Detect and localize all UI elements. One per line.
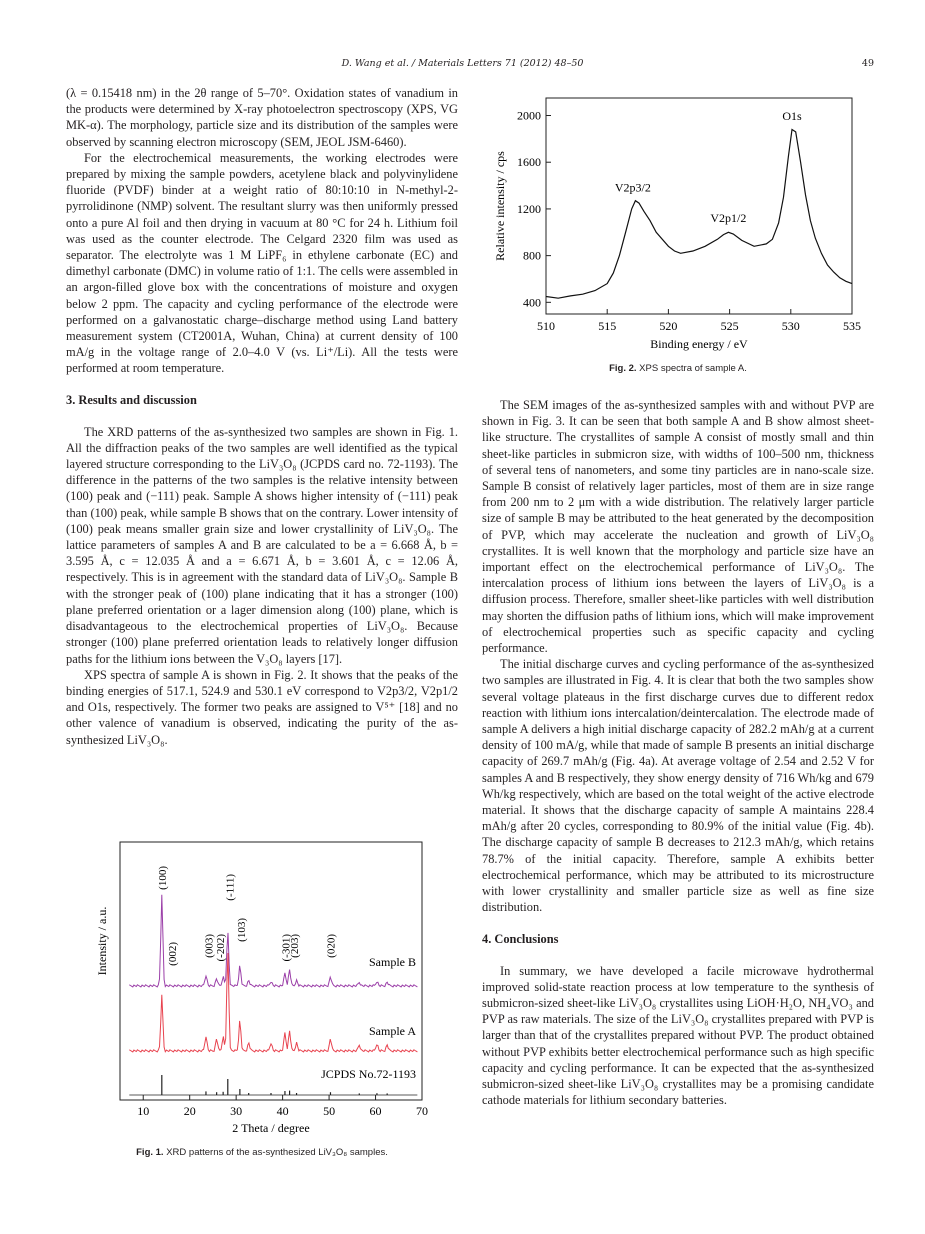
xrd-x-tick-label: 60 bbox=[369, 1104, 382, 1118]
xrd-peak-label: (020) bbox=[325, 934, 338, 958]
xps-series-line bbox=[546, 130, 852, 299]
xps-x-tick-label: 530 bbox=[781, 319, 800, 333]
paragraph-electrochem-setup: For the electrochemical measurements, the working electrodes were prepared by mixing the sample powders, acetylene black and polyvinylidene fluoride (PVDF) binder at a weight ratio of 80:10:10 in N-methyl-2-pyrrolidinone (NMP) solvent. The resultant slurry was then uniformly pressed onto a pure Al foil and then drying in vacuum at 80 °C for 24 h. Lithium foil was used as the counter electrode. The Celgard 2320 film was used as separator. The electrolyte was 1 M LiPF₆ in ethylene carbonate (EC) and dimethyl carbonate (DMC) in volume ratio of 1:1. The cells were assembled in an argon-filled glove box with the concentrations of moisture and oxygen below 2 ppm. The capacity and cycling performance of the electrode were performed on a galvanostatic charge–discharge method using Land battery measurement system (CT2001A, Wuhan, China) at current density of 100 mA/g in the voltage range of 2.0–4.0 V (vs. Li⁺/Li). All the tests were performed at room temperature. bbox=[66, 150, 458, 376]
xrd-x-tick-label: 50 bbox=[323, 1104, 336, 1118]
xps-peak-label: O1s bbox=[782, 109, 802, 124]
xrd-peak-label: (100) bbox=[156, 866, 169, 890]
left-column bbox=[66, 85, 458, 748]
figure-2-xps-chart bbox=[490, 92, 870, 354]
figure-1-caption bbox=[66, 1147, 458, 1158]
figure-1-caption-text: XRD patterns of the as-synthesized LiV₃O₈ samples. bbox=[166, 1147, 388, 1158]
figure-2-caption bbox=[482, 363, 874, 374]
paragraph-xps-results: XPS spectra of sample A is shown in Fig. 2. It shows that the peaks of the binding energies of 517.1, 524.9 and 530.1 eV correspond to V2p3/2, V2p1/2 and O1s, respectively. The former two peaks are assigned to V⁵⁺ [18] and no other valence of vanadium is observed, indicating the purity of the as-synthesized LiV₃O₈. bbox=[66, 667, 458, 747]
section-4-heading: 4. Conclusions bbox=[482, 931, 559, 946]
running-title: D. Wang et al. / Materials Letters 71 (2012) 48–50 bbox=[341, 58, 584, 69]
right-column bbox=[482, 397, 874, 1108]
xps-x-axis-label: Binding energy / eV bbox=[650, 337, 748, 351]
section-3-heading: 3. Results and discussion bbox=[66, 392, 197, 407]
xrd-x-tick-label: 30 bbox=[230, 1104, 243, 1118]
xps-x-tick-label: 520 bbox=[659, 319, 678, 333]
xps-y-axis-label: Relative intensity / cps bbox=[493, 151, 507, 261]
paragraph-discharge-results: The initial discharge curves and cycling performance of the as-synthesized two samples are illustrated in Fig. 4. It is clear that both the two samples show several voltage plateaus in the first discharge curves due to different redox reaction with lithium ions intercalation/deintercalation. The electrode made of sample A delivers a high initial discharge capacity of 282.2 mAh/g at a current density of 100 mA/g, while that made of sample B presents an initial discharge capacity of 269.7 mAh/g (Fig. 4a). At average voltage of 2.54 and 2.52 V for samples A and B respectively, they show energy density of 716 Wh/kg and 679 Wh/kg respectively, which are based on the total weight of the active electrode material. It shows that the discharge capacity of sample A maintains 228.4 mAh/g after 20 cycles, corresponding to 80.9% of the initial value (Fig. 4b). The discharge capacity of sample B decreases to 212.3 mAh/g, which retains 78.7% of the initial capacity. Therefore, sample A exhibits better electrochemical performance, which may be attributed to its microstructure with lower crystallinity and smaller particle size as well as fine size distribution. bbox=[482, 657, 874, 915]
xps-x-tick-label: 525 bbox=[720, 319, 739, 333]
xps-y-tick-label: 1600 bbox=[517, 155, 541, 170]
xps-plot-frame bbox=[546, 98, 852, 314]
xps-peak-label: V2p3/2 bbox=[614, 180, 651, 195]
xrd-series-sample-b bbox=[129, 895, 417, 987]
xrd-x-tick-label: 40 bbox=[276, 1104, 289, 1118]
xrd-peak-label: (-202) bbox=[214, 934, 227, 962]
xrd-series-label: Sample B bbox=[369, 955, 416, 969]
xps-y-tick-label: 1200 bbox=[517, 201, 541, 216]
paragraph-sem-results: The SEM images of the as-synthesized samples with and without PVP are shown in Fig. 3. It can be seen that both sample A and B show almost sheet-like structure. The crystallites of sample A consist of mostly small and thin sheet-like particles in submicron size, with widths of 100–500 nm, thickness of several tens of nanometers, and some tiny particles are in nano-scale size. Sample B consist of relatively lager particles, most of them are in size range from 200 nm to 2 μm with a wide distribution. The relatively larger particle size of sample B may be attributed to the heat generated by the decomposition of PVP, which may accelerate the nucleation and growth of LiV₃O₈ crystallites. It is well known that the morphology and particle size have an important effect on the electrochemical performance of LiV₃O₈. The intercalation process of lithium ions between the layers of LiV₃O₈ is a diffusion process. Therefore, smaller sheet-like particles with well distribution may shorten the diffusion paths of lithium ions, which will make improvement of electrochemical properties such as specific capacity and cycling performance. bbox=[482, 398, 874, 656]
xps-x-tick-label: 515 bbox=[598, 319, 617, 333]
xrd-peak-label: (003) bbox=[203, 934, 216, 958]
running-header bbox=[0, 58, 925, 72]
xrd-peak-label: (103) bbox=[235, 918, 248, 942]
xrd-series-label: JCPDS No.72-1193 bbox=[321, 1067, 416, 1081]
xrd-y-axis-label: Intensity / a.u. bbox=[95, 906, 109, 976]
xps-x-tick-label: 535 bbox=[843, 319, 861, 333]
xps-y-tick-label: 400 bbox=[523, 295, 541, 310]
xrd-x-tick-label: 10 bbox=[137, 1104, 150, 1118]
xrd-x-tick-label: 70 bbox=[416, 1104, 428, 1118]
page-number: 49 bbox=[861, 58, 874, 69]
xrd-peak-label: (-111) bbox=[224, 874, 237, 901]
xrd-peak-label: (-301) bbox=[280, 934, 293, 962]
xps-x-tick-label: 510 bbox=[537, 319, 555, 333]
paragraph-conclusions: In summary, we have developed a facile microwave hydrothermal improved solid-state reaction process at low temperature to the synthesis of submicron-sized sheet-like LiV₃O₈ crystallites using LiOH·H₂O, NH₄VO₃ and PVP as raw materials. The size of the LiV₃O₈ crystallites prepared with PVP is larger than that of the crystallites prepared without PVP. The product obtained without PVP exhibits better electrochemical performance such as high specific capacity and cycling performance. It can be expected that the as-synthesized submicron-sized sheet-like LiV₃O₈ crystallites may be a promising candidate cathode materials for lithium secondary batteries. bbox=[482, 963, 874, 1108]
figure-2-caption-text: XPS spectra of sample A. bbox=[639, 363, 747, 374]
figure-1-label: Fig. 1. bbox=[136, 1147, 164, 1158]
xrd-series-label: Sample A bbox=[369, 1024, 416, 1038]
paragraph-xrd-results: The XRD patterns of the as-synthesized two samples are shown in Fig. 1. All the diffraction peaks of the two samples are well identified as the typical layered structure corresponding to the LiV₃O₈ (JCPDS card no. 72-1193). The difference in the patterns of the two samples is the relative intensity between (100) peak and (−111) peak. Sample A shows higher intensity of (−111) peak than (100) peak, while sample B shows that on the contrary. Lower intensity of (100) peak means smaller grain size and lower crystallinity of LiV₃O₈. The lattice parameters of samples A and B are calculated to be a = 6.668 Å, b = 3.595 Å, c = 12.035 Å and a = 6.671 Å, b = 3.601 Å, c = 12.06 Å, respectively. This is in agreement with the standard data of LiV₃O₈. Sample B with the stronger peak of (100) plane indicating that it has a stronger (100) plane preferred orientation or a lager dimension along (100) plane, which is disadvantageous to the electrochemical properties of LiV₃O₈. Because stronger (100) plane preferred orientation leads to relatively longer diffusion paths for the lithium ions between the V₃O₈ layers [17]. bbox=[66, 424, 458, 666]
xrd-peak-label: (002) bbox=[167, 942, 180, 966]
xrd-x-tick-label: 20 bbox=[183, 1104, 196, 1118]
xps-y-tick-label: 2000 bbox=[517, 108, 541, 123]
xps-y-tick-label: 800 bbox=[523, 248, 541, 263]
figure-2-label: Fig. 2. bbox=[609, 363, 637, 374]
figure-1-xrd-chart bbox=[92, 838, 437, 1138]
xps-peak-label: V2p1/2 bbox=[710, 210, 747, 225]
xrd-peak-label: (203) bbox=[289, 934, 302, 958]
xrd-x-axis-label: 2 Theta / degree bbox=[232, 1121, 310, 1135]
paragraph-methods-xrd: (λ = 0.15418 nm) in the 2θ range of 5–70°. Oxidation states of vanadium in the products were determined by X-ray photoelectron spectroscopy (XPS, VG MK-α). The morphology, particle size and its distribution of the samples were observed by scanning electron microscopy (SEM, JEOL JSM-6460). bbox=[66, 86, 458, 149]
